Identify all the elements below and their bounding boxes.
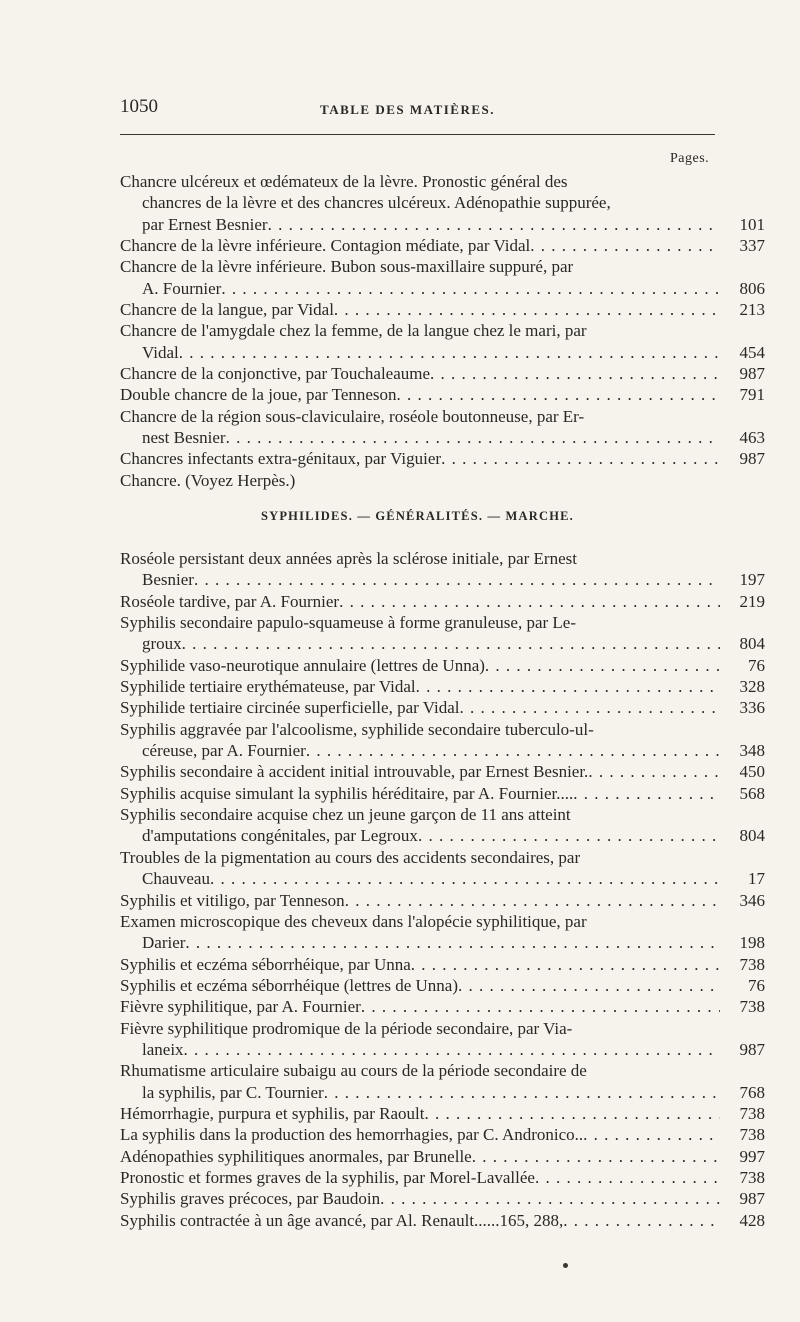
entry-text: Double chancre de la joue, par Tenneson (120, 385, 397, 405)
entry-text: groux (142, 634, 182, 654)
index-entry (120, 655, 765, 676)
entry-line (120, 719, 765, 740)
leader-dots (430, 363, 720, 384)
page-ref: 768 (739, 1082, 765, 1102)
index-entry (120, 890, 765, 911)
page-ref: 17 (748, 869, 765, 889)
index-entry (120, 363, 765, 384)
index-entry (120, 1124, 765, 1145)
entry-text: Syphilis secondaire papulo-squameuse à forme granuleuse, par Le- (120, 613, 577, 633)
entry-text: par Ernest Besnier (142, 214, 268, 234)
entry-text: Roséole persistant deux années après la sclérose initiale, par Ernest (120, 549, 577, 568)
page-ref: 428 (739, 1210, 765, 1230)
entry-text: Chancre de l'amygdale chez la femme, de la langue chez le mari, par (120, 321, 587, 341)
index-entry (120, 256, 765, 299)
entry-line (120, 406, 765, 427)
leader-dots (397, 384, 720, 405)
page-header (120, 96, 695, 126)
index-entry (120, 470, 765, 491)
entry-text: Syphilis graves précoces, par Baudoin (120, 1189, 381, 1209)
page-ref: 738 (739, 1167, 765, 1187)
index-entry (120, 1210, 765, 1231)
page-ref: 738 (739, 997, 765, 1017)
leader-dots (324, 1082, 720, 1103)
entry-text: Fièvre syphilitique, par A. Fournier (120, 997, 361, 1017)
entry-line (120, 470, 765, 491)
index-entry (120, 804, 765, 847)
entry-line (120, 761, 765, 782)
entry-text: Darier (142, 933, 186, 953)
leader-dots (418, 825, 720, 846)
index-list-chancres (120, 171, 765, 491)
entry-text: Chancres infectants extra-génitaux, par Viguier (120, 449, 442, 469)
index-entry (120, 954, 765, 975)
index-entry (120, 406, 765, 449)
index-entry (120, 1146, 765, 1167)
entry-line (120, 847, 765, 868)
page-ref: 328 (739, 677, 765, 697)
entry-text: Syphilis et vitiligo, par Tenneson (120, 890, 345, 910)
leader-dots (268, 214, 720, 235)
leader-dots (563, 1210, 720, 1231)
page-ref: 219 (739, 591, 765, 611)
entry-line (120, 1103, 765, 1124)
index-entry (120, 975, 765, 996)
page-ref: 337 (739, 236, 765, 256)
entry-text: Syphilis acquise simulant la syphilis héréditaire, par A. Fournier.... (120, 783, 574, 803)
running-title: TABLE DES MATIÈRES. (319, 102, 496, 117)
page-ref: 791 (739, 385, 765, 405)
page-ref: 336 (739, 698, 765, 718)
entry-line (120, 1188, 765, 1209)
entry-line (120, 697, 765, 718)
index-entry (120, 697, 765, 718)
index-entry (120, 996, 765, 1017)
entry-text: d'amputations congénitales, par Legroux (142, 826, 418, 846)
page-ref: 346 (739, 890, 765, 910)
entry-text: Chancre de la région sous-claviculaire, roséole boutonneuse, par Er- (120, 406, 585, 426)
entry-line (120, 932, 765, 953)
leader-dots (416, 676, 720, 697)
page-ref: 806 (739, 278, 765, 298)
leader-dots (458, 975, 720, 996)
entry-text: Adénopathies syphilitiques anormales, par Brunelle (120, 1146, 472, 1166)
entry-line (120, 911, 765, 932)
page-ref: 997 (739, 1146, 765, 1166)
entry-text: Pronostic et formes graves de la syphilis, par Morel-Lavallée (120, 1167, 535, 1187)
page-ref: 568 (739, 783, 765, 803)
entry-line (120, 320, 765, 341)
page-ref: 738 (739, 1103, 765, 1123)
index-entry (120, 299, 765, 320)
page-ref: 197 (739, 570, 765, 590)
entry-line (120, 1039, 765, 1060)
entry-line (120, 256, 765, 277)
header-rule (120, 134, 715, 135)
leader-dots (184, 1039, 720, 1060)
leader-dots (210, 868, 720, 889)
entry-text: Syphilis aggravée par l'alcoolisme, syphilide secondaire tuberculo-ul- (120, 719, 594, 739)
entry-text: Rhumatisme articulaire subaigu au cours de la période secondaire de (120, 1061, 587, 1081)
entry-text: Chancre. (Voyez Herpès.) (120, 470, 296, 490)
entry-line (120, 740, 765, 761)
entry-text: La syphilis dans la production des hemorrhagies, par C. Andronico.. (120, 1125, 584, 1145)
page-ref: 198 (739, 933, 765, 953)
leader-dots (530, 235, 720, 256)
index-entry (120, 1018, 765, 1061)
leader-dots (361, 996, 720, 1017)
entry-text: la syphilis, par C. Tournier (142, 1082, 324, 1102)
leader-dots (221, 278, 720, 299)
entry-line (120, 633, 765, 654)
index-entry (120, 171, 765, 235)
leader-dots (485, 655, 720, 676)
entry-text: nest Besnier (142, 428, 226, 448)
entry-text: Hémorrhagie, purpura et syphilis, par Raoult (120, 1103, 425, 1123)
leader-dots (583, 1124, 720, 1145)
index-entry (120, 847, 765, 890)
leader-dots (472, 1146, 720, 1167)
leader-dots (588, 761, 720, 782)
entry-line (120, 569, 765, 590)
entry-text: Syphilis contractée à un âge avancé, par Al. Renault......165, 288, (120, 1210, 564, 1230)
entry-line (120, 1124, 765, 1145)
index-entry (120, 320, 765, 363)
entry-text: Troubles de la pigmentation au cours des accidents secondaires, par (120, 847, 581, 867)
leader-dots (226, 427, 720, 448)
leader-dots (345, 890, 720, 911)
index-entry (120, 612, 765, 655)
entry-line (120, 299, 765, 320)
page-ref: 76 (748, 975, 765, 995)
entry-text: Fièvre syphilitique prodromique de la période secondaire, par Via- (120, 1018, 573, 1038)
entry-line (120, 783, 765, 804)
leader-dots (441, 448, 720, 469)
entry-line (120, 954, 765, 975)
entry-text: Syphilide tertiaire erythémateuse, par Vidal (120, 677, 416, 697)
leader-dots (179, 342, 720, 363)
page-ref: 213 (739, 300, 765, 320)
page-ref: 76 (748, 655, 765, 675)
entry-line (120, 1060, 765, 1081)
page-ref: 101 (739, 214, 765, 234)
index-entry (120, 1188, 765, 1209)
entry-text: Chauveau (142, 869, 210, 889)
index-entry (120, 1167, 765, 1188)
page-ref: 804 (739, 634, 765, 654)
entry-text: Chancre de la lèvre inférieure. Contagion médiate, par Vidal (120, 236, 531, 256)
entry-line (120, 890, 765, 911)
leader-dots (459, 697, 720, 718)
entry-text: Syphilis secondaire à accident initial introuvable, par Ernest Besnier. (120, 762, 589, 782)
leader-dots (573, 783, 720, 804)
page-ref: 463 (739, 428, 765, 448)
leader-dots (411, 954, 720, 975)
leader-dots (306, 740, 720, 761)
leader-dots (425, 1103, 720, 1124)
entry-line (120, 804, 765, 825)
page-ref: 804 (739, 826, 765, 846)
entry-text: Syphilis secondaire acquise chez un jeune garçon de 11 ans atteint (120, 805, 571, 825)
leader-dots (380, 1188, 720, 1209)
index-entry (120, 676, 765, 697)
entry-line (120, 996, 765, 1017)
page-ref: 450 (739, 762, 765, 782)
entry-line (120, 171, 765, 192)
index-entry (120, 719, 765, 762)
index-entry (120, 235, 765, 256)
page-ref: 987 (739, 1189, 765, 1209)
entry-text: A. Fournier (142, 278, 222, 298)
entry-line (120, 825, 765, 846)
entry-line (120, 1210, 765, 1231)
entry-text: Roséole tardive, par A. Fournier (120, 591, 340, 611)
page-ref: 348 (739, 741, 765, 761)
entry-text: laneix (142, 1039, 184, 1059)
page-ref: 738 (739, 954, 765, 974)
index-entry (120, 448, 765, 469)
page-ref: 987 (739, 1039, 765, 1059)
index-entry (120, 783, 765, 804)
entry-line (120, 676, 765, 697)
entry-line (120, 363, 765, 384)
entry-line (120, 342, 765, 363)
index-entry (120, 548, 765, 591)
page-ref: 454 (739, 342, 765, 362)
page-number: 1050 (120, 96, 158, 117)
entry-text: Besnier (142, 570, 194, 590)
index-entry (120, 384, 765, 405)
leader-dots (194, 569, 720, 590)
entry-line (120, 214, 765, 235)
leader-dots (339, 591, 720, 612)
leader-dots (334, 299, 720, 320)
entry-line (120, 1082, 765, 1103)
entry-line (120, 612, 765, 633)
entry-line (120, 1146, 765, 1167)
entry-text: Syphilide tertiaire circinée superficielle, par Vidal (120, 698, 460, 718)
entry-text: Syphilis et eczéma séborrhéique, par Unna (120, 954, 411, 974)
entry-line (120, 448, 765, 469)
page-ref: 987 (739, 449, 765, 469)
entry-text: Examen microscopique des cheveux dans l'alopécie syphilitique, par (120, 911, 587, 931)
entry-line (120, 1018, 765, 1039)
entry-line (120, 548, 765, 569)
leader-dots (182, 633, 720, 654)
entry-text: Chancre de la lèvre inférieure. Bubon sous-maxillaire suppuré, par (120, 257, 574, 277)
entry-line (120, 1167, 765, 1188)
entry-line (120, 591, 765, 612)
index-list-syphilides (120, 548, 765, 1231)
entry-line (120, 868, 765, 889)
entry-text: Syphilide vaso-neurotique annulaire (lettres de Unna) (120, 655, 485, 675)
entry-line (120, 655, 765, 676)
index-entry (120, 591, 765, 612)
entry-line (120, 235, 765, 256)
entry-text: Chancre ulcéreux et œdémateux de la lèvre. Pronostic général des (120, 172, 568, 191)
index-entry (120, 1060, 765, 1103)
entry-line (120, 278, 765, 299)
leader-dots (185, 932, 720, 953)
section-heading: SYPHILIDES. — GÉNÉRALITÉS. — MARCHE. (260, 509, 575, 523)
pages-column-label: Pages. (670, 151, 710, 166)
entry-line (120, 192, 765, 213)
index-entry (120, 1103, 765, 1124)
printer-mark (563, 1263, 568, 1268)
entry-text: Vidal (142, 342, 179, 362)
entry-text: céreuse, par A. Fournier (142, 741, 306, 761)
index-entry (120, 761, 765, 782)
entry-line (120, 384, 765, 405)
page-ref: 987 (739, 364, 765, 384)
leader-dots (535, 1167, 720, 1188)
entry-line (120, 975, 765, 996)
page-ref: 738 (739, 1125, 765, 1145)
entry-text: chancres de la lèvre et des chancres ulcéreux. Adénopathie suppurée, (142, 193, 611, 213)
entry-text: Chancre de la langue, par Vidal (120, 300, 334, 320)
entry-line (120, 427, 765, 448)
entry-text: Syphilis et eczéma séborrhéique (lettres de Unna) (120, 975, 458, 995)
entry-text: Chancre de la conjonctive, par Touchaleaume (120, 364, 431, 384)
index-entry (120, 911, 765, 954)
